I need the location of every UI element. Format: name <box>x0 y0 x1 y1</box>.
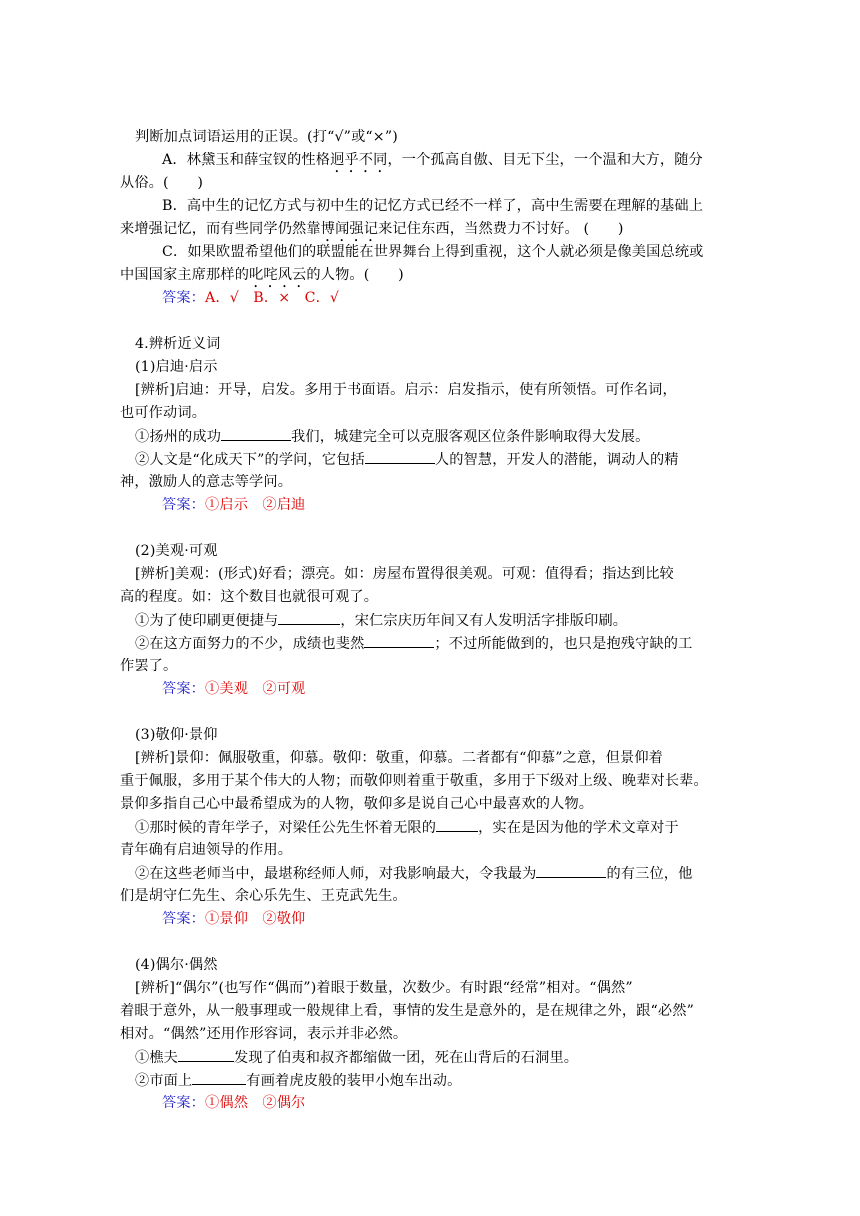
answer-text: ①启示 ②启迪 <box>205 497 306 513</box>
s3-title: (3)敬仰·景仰 <box>135 727 218 743</box>
s4-answer <box>0 1092 860 1115</box>
fill-blank <box>365 448 435 464</box>
answer-text: ①美观 ②可观 <box>205 681 306 697</box>
fill-blank <box>364 632 434 648</box>
q4-heading: 4.辨析近义词 <box>135 336 221 352</box>
answer-text: ①景仰 ②敬仰 <box>205 911 306 927</box>
s4-analysis-cont-1: 着眼于意外，从一般事理或一般规律上看，事情的发生是意外的，是在规律之外，跟“必然” <box>120 1003 694 1019</box>
spacer <box>0 931 860 954</box>
fill-blank <box>436 816 478 832</box>
q3-option-a: A．林黛玉和薛宝钗的性格迥乎不同，一个孤高自傲、目无下尘，一个温和大方，随分 <box>162 152 703 168</box>
s1-example-2-cont: 神，激励人的意志等学问。 <box>120 474 293 490</box>
s2-example-2-cont: 作罢了。 <box>120 658 178 674</box>
s4-example-1: ①樵夫 发现了伯夷和叔齐都缩做一团，死在山背后的石洞里。 <box>0 1046 860 1069</box>
s1-title: (1)启迪·启示 <box>135 359 218 375</box>
s1-analysis-cont: 也可作动词。 <box>120 405 207 421</box>
fill-blank <box>192 1069 246 1085</box>
answer-label: 答案： <box>162 290 206 306</box>
s3-analysis-cont-1: 重于佩服，多用于某个伟大的人物；而敬仰则着重于敬重，多用于下级对上级、晚辈对长辈。 <box>120 773 708 789</box>
answer-label: 答案： <box>162 911 206 927</box>
fill-blank <box>221 425 291 441</box>
spacer <box>0 701 860 724</box>
q3-answer <box>0 287 860 310</box>
dotted-term-a: 迥乎不同 <box>330 152 388 168</box>
s2-answer <box>0 678 860 701</box>
q3-option-c: C．如果欧盟希望他们的联盟能在世界舞台上得到重视，这个人就必须是像美国总统或 <box>162 244 704 260</box>
s3-analysis: [辨析]景仰：佩服敬重，仰慕。敬仰：敬重，仰慕。二者都有“仰慕”之意，但景仰着 <box>135 750 663 766</box>
s3-example-1-cont: 青年确有启迪领导的作用。 <box>120 842 293 858</box>
s1-analysis: [辨析]启迪：开导，启发。多用于书面语。启示：启发指示，使有所领悟。可作名词， <box>135 382 677 398</box>
q3-option-b-cont: 来增强记忆，而有些同学仍然靠博闻强记来记住东西，当然费力不讨好。 ( ) <box>120 221 624 237</box>
document-content <box>0 126 860 1115</box>
q3-prompt: 判断加点词语运用的正误。(打“√”或“×”) <box>135 129 398 145</box>
s3-example-2: ②在这些老师当中，最堪称经师人师，对我影响最大，令我最为 的有三位，他 <box>0 862 860 885</box>
dotted-term-b: 博闻强记 <box>320 221 379 237</box>
spacer <box>0 310 860 333</box>
q3-option-a-cont: 从俗。( ) <box>120 175 204 191</box>
s4-example-2: ②市面上 有画着虎皮般的装甲小炮车出动。 <box>0 1069 860 1092</box>
answer-label: 答案： <box>162 1095 206 1111</box>
q3-option-b: B．高中生的记忆方式与初中生的记忆方式已经不一样了，高中生需要在理解的基础上 <box>162 198 704 214</box>
fill-blank <box>178 1046 234 1062</box>
answer-label: 答案： <box>162 681 206 697</box>
answer-label: 答案： <box>162 497 206 513</box>
q3-option-c-cont: 中国国家主席那样的叱咤风云的人物。( ) <box>120 267 404 283</box>
s1-answer <box>0 494 860 517</box>
s3-analysis-cont-2: 景仰多指自己心中最希望成为的人物，敬仰多是说自己心中最喜欢的人物。 <box>120 796 594 812</box>
s4-analysis: [辨析]“偶尔”(也写作“偶而”)着眼于数量，次数少。有时跟“经常”相对。“偶然” <box>135 980 633 996</box>
s1-example-1: ①扬州的成功 我们，城建完全可以克服客观区位条件影响取得大发展。 <box>0 425 860 448</box>
dotted-term-c: 叱咤风云 <box>249 267 307 283</box>
s1-example-2: ②人文是“化成天下”的学问，它包括 人的智慧，开发人的潜能，调动人的精 <box>0 448 860 471</box>
s3-example-1: ①那时候的青年学子，对梁任公先生怀着无限的 ，实在是因为他的学术文章对于 <box>0 816 860 839</box>
spacer <box>0 517 860 540</box>
fill-blank <box>278 609 340 625</box>
answer-text: A．√ B．× C．√ <box>205 290 340 306</box>
s3-answer <box>0 908 860 931</box>
s4-analysis-cont-2: 相对。“偶然”还用作形容词，表示并非必然。 <box>120 1026 408 1042</box>
s2-title: (2)美观·可观 <box>135 543 218 559</box>
fill-blank <box>536 862 606 878</box>
s3-example-2-cont: 们是胡守仁先生、余心乐先生、王克武先生。 <box>120 888 407 904</box>
s2-example-2: ②在这方面努力的不少，成绩也斐然 ；不过所能做到的，也只是抱残守缺的工 <box>0 632 860 655</box>
answer-text: ①偶然 ②偶尔 <box>205 1095 306 1111</box>
s2-analysis-cont: 高的程度。如：这个数目也就很可观了。 <box>120 589 379 605</box>
s4-title: (4)偶尔·偶然 <box>135 957 218 973</box>
s2-example-1: ①为了使印刷更便捷与 ，宋仁宗庆历年间又有人发明活字排版印刷。 <box>0 609 860 632</box>
s2-analysis: [辨析]美观：(形式)好看；漂亮。如：房屋布置得很美观。可观：值得看；指达到比较 <box>135 566 674 582</box>
